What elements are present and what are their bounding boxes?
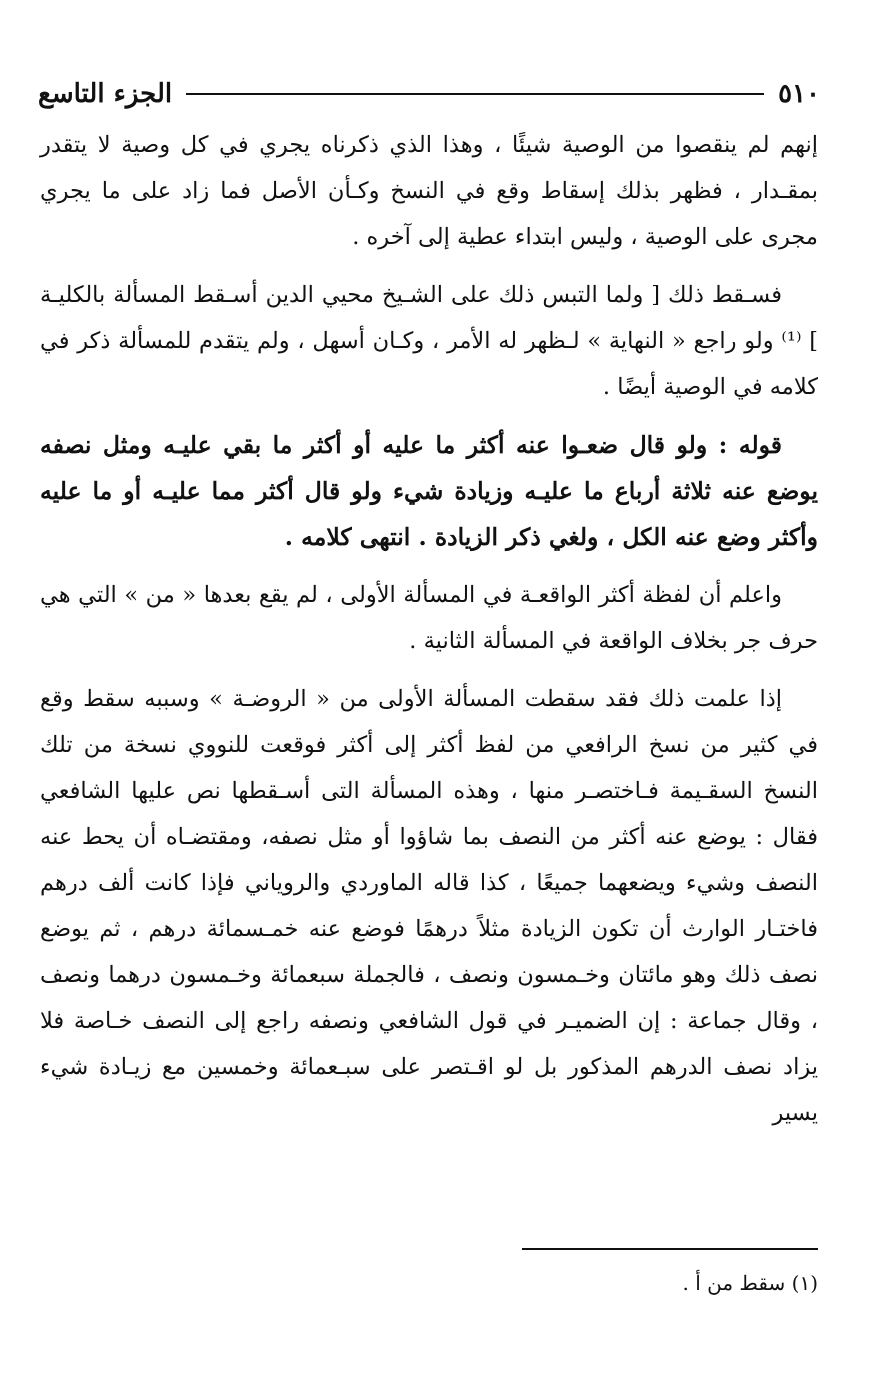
- page-header: [38, 72, 820, 116]
- footnote: (١) سقط من أ .: [682, 1271, 818, 1295]
- paragraph-5: إذا علمت ذلك فقد سقطت المسألة الأولى من « الروضـة » وسببه سقط وقع في كثير من نسخ الرافعي من لفظ أكثر إلى أكثر فوقعت للنووي نسخة من تلك النسخ السقـيمة فـاختصـر منها ، وهذه المسألة التى أسـقطها نص عليها الشافعي فقال : يوضع عنه أكثر من النصف بما شاؤوا أو مثل نصفه، ومقتضـاه أن يحط عنه النصف وشيء ويضعهما جميعًا ، كذا قاله الماوردي والروياني فإذا كانت ألف درهم فاختـار الوارث أن تكون الزيادة مثلاً درهمًا فوضع عنه خمـسمائة درهم ، ثم يوضع نصف ذلك وهو مائتان وخـمسون ونصف ، فالجملة سبعمائة وخـمسون درهما ونصف ، وقال جماعة : إن الضميـر في قول الشافعي ونصفه راجع إلى النصف خـاصة فلا يزاد نصف الدرهم المذكور بل لو اقـتصر على سبـعمائة وخمسين مع زيـادة شيء يسير: [40, 686, 818, 1126]
- quoted-passage: قوله : ولو قال ضعـوا عنه أكثر ما عليه أو أكثر ما بقي عليـه ومثل نصفه يوضع عنه ثلاثة أرباع ما عليـه وزيادة شيء ولو قال أكثر مما عليـه أو ما عليه وأكثر وضع عنه الكل ، ولغي ذكر الزيادة . انتهى كلامه .: [40, 431, 818, 551]
- paragraph-4: واعلم أن لفظة أكثر الواقعـة في المسألة الأولى ، لم يقع بعدها « من » التي هي حرف جر بخلاف الواقعة في المسألة الثانية .: [40, 582, 818, 654]
- footnote-separator: [522, 1248, 818, 1250]
- header-rule: [186, 93, 764, 95]
- paragraph-2: فسـقط ذلك [ ولما التبس ذلك على الشـيخ محيي الدين أسـقط المسألة بالكليـة ] ⁽¹⁾ ولو راجع « النهاية » لـظهر له الأمر ، وكـان أسهل ، ولم يتقدم للمسألة ذكر في كلامه في الوصية أيضًا .: [40, 282, 818, 400]
- paragraph-1: إنهم لم ينقصوا من الوصية شيئًا ، وهذا الذي ذكرناه يجري في كل وصية لا يتقدر بمقـدار ، فظهر بذلك إسقاط وقع في النسخ وكـأن الأصل فما زاد على ما يجري مجرى على الوصية ، وليس ابتداء عطية إلى آخره .: [40, 132, 818, 250]
- page-number: ٥١٠: [778, 79, 820, 109]
- running-title: الجزء التاسع: [38, 79, 173, 109]
- main-text: [40, 122, 818, 1148]
